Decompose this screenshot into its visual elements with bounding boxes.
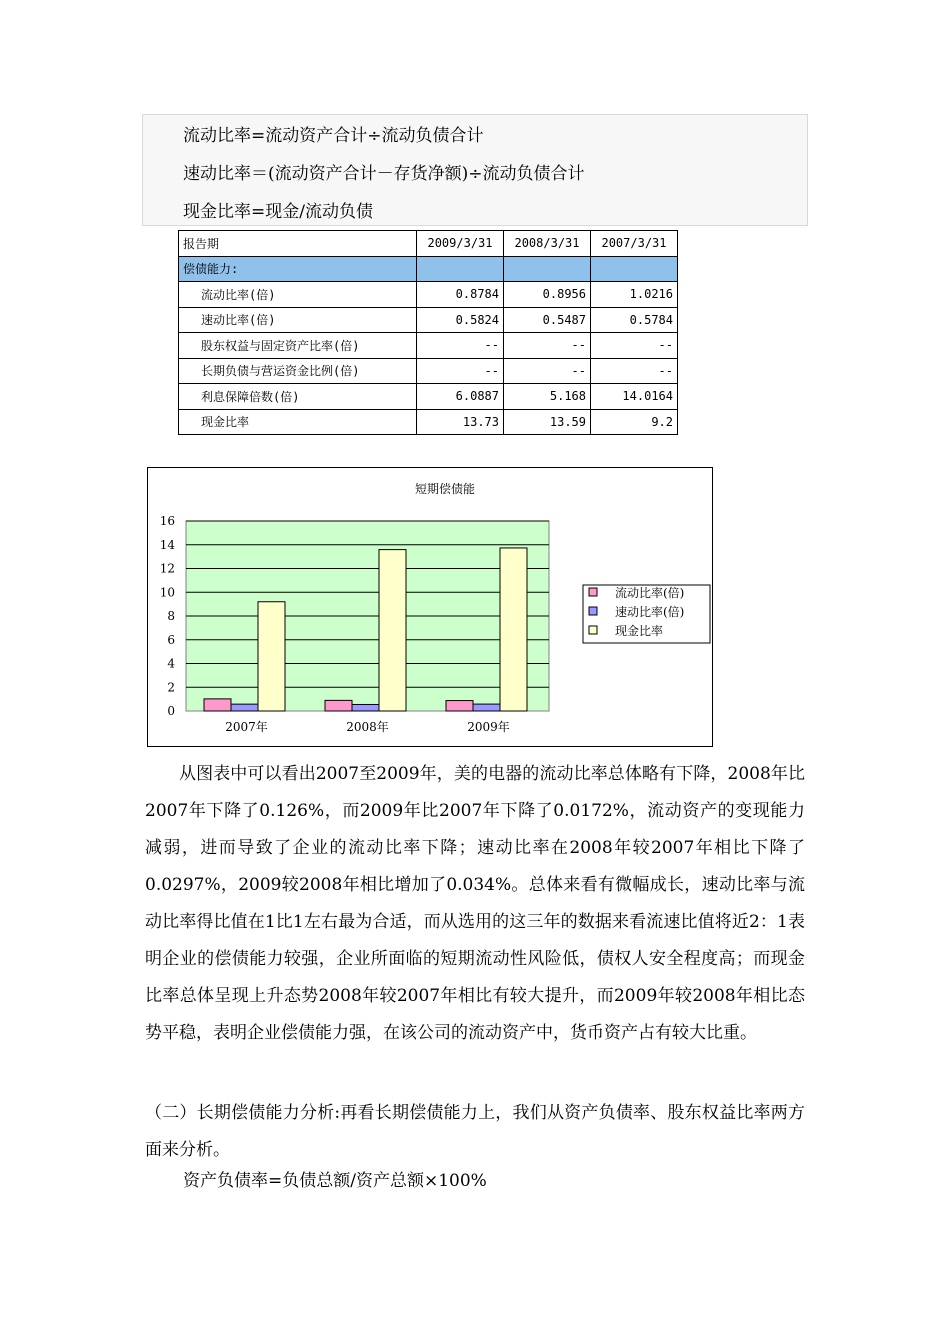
y-tick-label: 16 (159, 514, 175, 528)
y-tick-label: 8 (167, 609, 175, 623)
table-row (179, 282, 678, 308)
bar (500, 548, 527, 711)
x-tick-label: 2007年 (225, 720, 268, 734)
table-cell: 13.59 (504, 409, 591, 435)
table-cell (591, 256, 678, 282)
table-cell: 0.5784 (591, 307, 678, 333)
table-cell: -- (591, 358, 678, 384)
table-row (179, 307, 678, 333)
bar (325, 700, 352, 711)
table-row-label: 流动比率(倍) (179, 282, 417, 308)
debt-ratio-formula: 资产负债率=负债总额/资产总额×100% (183, 1171, 487, 1191)
table-cell: -- (417, 333, 504, 359)
chart-title: 短期偿债能 (414, 482, 476, 496)
table-header-cell: 2007/3/31 (591, 231, 678, 257)
table-cell: -- (417, 358, 504, 384)
bar (379, 550, 406, 711)
cash-ratio-formula: 现金比率=现金/流动负债 (183, 202, 373, 222)
table-cell: 9.2 (591, 409, 678, 435)
legend-swatch (589, 626, 597, 634)
table-cell: 13.73 (417, 409, 504, 435)
legend-label: 现金比率 (615, 624, 664, 638)
y-tick-label: 12 (159, 561, 175, 576)
table-cell: 0.8956 (504, 282, 591, 308)
table-cell: 14.0164 (591, 384, 678, 410)
current-ratio-formula: 流动比率=流动资产合计÷流动负债合计 (183, 126, 484, 146)
section-paragraph: （二）长期偿债能力分析:再看长期偿债能力上，我们从资产负债率、股东权益比率两方面来分析。 (145, 1103, 805, 1160)
table-cell: 0.5487 (504, 307, 591, 333)
bar (473, 704, 500, 711)
table-cell: -- (504, 333, 591, 359)
ratio-table (178, 230, 678, 435)
table-cell (504, 256, 591, 282)
bar (204, 699, 231, 711)
legend-label: 流动比率(倍) (615, 586, 685, 600)
table-header-cell: 报告期 (179, 231, 417, 257)
table-row (179, 333, 678, 359)
table-cell: -- (591, 333, 678, 359)
x-tick-label: 2008年 (346, 720, 389, 734)
bar (446, 701, 473, 711)
table-cell: -- (504, 358, 591, 384)
table-row (179, 358, 678, 384)
legend-swatch (589, 607, 597, 615)
y-tick-label: 10 (159, 585, 175, 600)
table-row-label: 长期负债与营运资金比例(倍) (179, 358, 417, 384)
table-header-row (179, 231, 678, 257)
y-tick-label: 6 (167, 632, 175, 647)
table-header-cell: 2008/3/31 (504, 231, 591, 257)
chart-frame (147, 467, 713, 747)
y-tick-label: 2 (167, 680, 175, 695)
bar (258, 602, 285, 711)
formula-box (142, 114, 808, 226)
x-tick-label: 2009年 (467, 720, 510, 734)
legend-swatch (589, 588, 597, 596)
y-tick-label: 4 (167, 656, 175, 671)
table-section-row (179, 256, 678, 282)
table-cell: 5.168 (504, 384, 591, 410)
bar (231, 704, 258, 711)
table-row-label: 股东权益与固定资产比率(倍) (179, 333, 417, 359)
table-header-cell: 2009/3/31 (417, 231, 504, 257)
y-tick-label: 14 (159, 537, 175, 552)
table-cell: 0.8784 (417, 282, 504, 308)
table-row (179, 384, 678, 410)
bar (352, 704, 379, 711)
table-row-label: 利息保障倍数(倍) (179, 384, 417, 410)
legend-label: 速动比率(倍) (615, 605, 685, 619)
y-tick-label: 0 (167, 704, 175, 718)
bar-chart (148, 468, 714, 748)
table-cell (417, 256, 504, 282)
table-cell: 6.0887 (417, 384, 504, 410)
analysis-paragraph: 从图表中可以看出2007至2009年，美的电器的流动比率总体略有下降，2008年比2007年下降了0.126%，而2009年比2007年下降了0.0172%，流动资产的变现能力减弱，进而导致了企业的流动比率下降；速动比率在2008年较2007年相比下降了0.0297%，2009较2008年相比增加了0.034%。总体来看有微幅成长，速动比率与流动比率得比值在1比1左右最为合适，而从选用的这三年的数据来看流速比值将近2：1表明企业的偿债能力较强，企业所面临的短期流动性风险低，债权人安全程度高；而现金比率总体呈现上升态势2008年较2007年相比有较大提升，而2009年较2008年相比态势平稳，表明企业偿债能力强，在该公司的流动资产中，货币资产占有较大比重。 (145, 764, 805, 1043)
table-cell: 1.0216 (591, 282, 678, 308)
table-row-label: 速动比率(倍) (179, 307, 417, 333)
quick-ratio-formula: 速动比率＝(流动资产合计－存货净额)÷流动负债合计 (183, 164, 585, 184)
table-cell: 0.5824 (417, 307, 504, 333)
table-row-label: 现金比率 (179, 409, 417, 435)
table-row (179, 409, 678, 435)
table-section-label: 偿债能力: (179, 256, 417, 282)
